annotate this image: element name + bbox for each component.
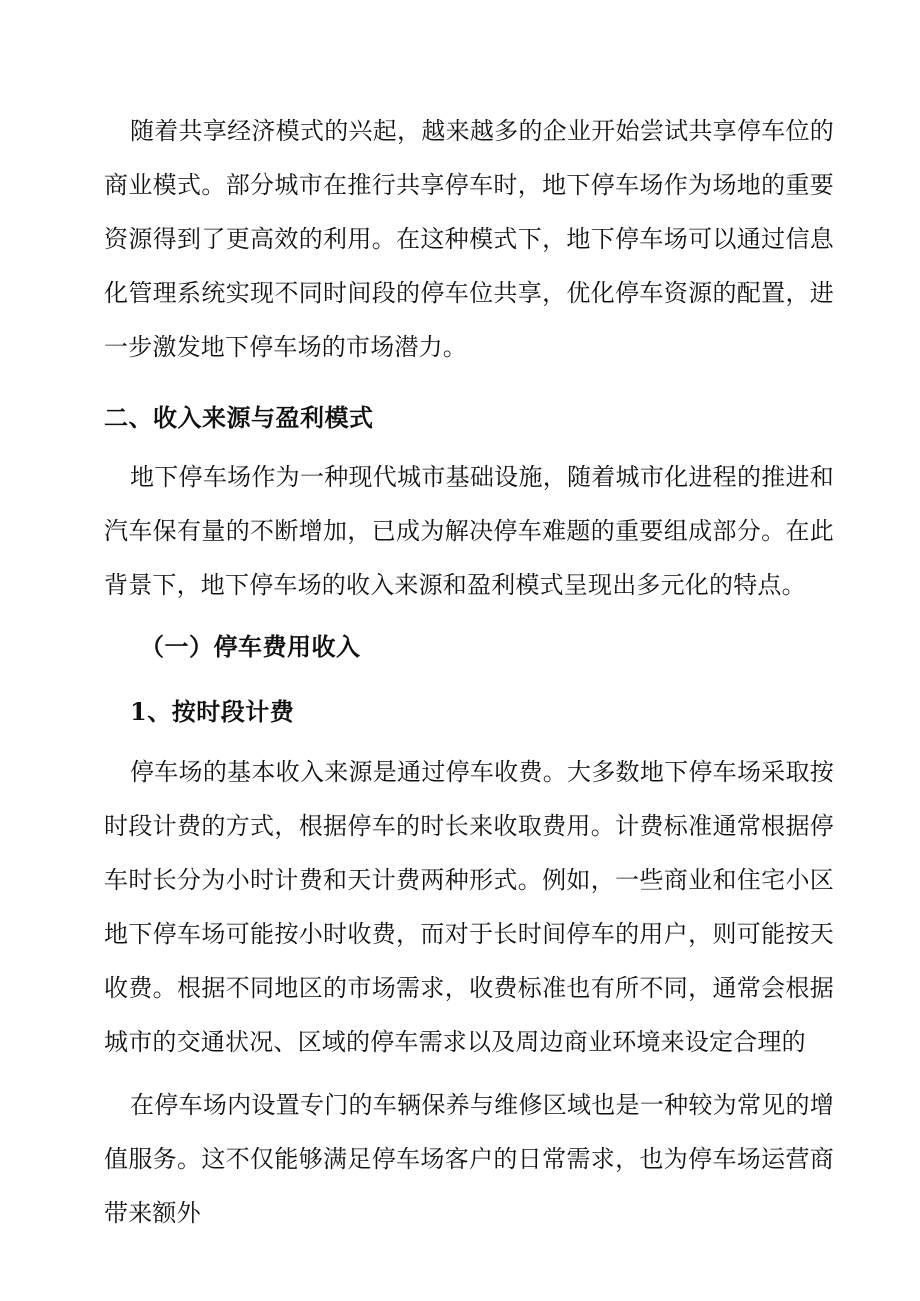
- subsection-heading-parking-fees: （一）停车费用收入: [140, 632, 361, 661]
- paragraph-shared-parking: 随着共享经济模式的兴起，越来越多的企业开始尝试共享停车位的商业模式。部分城市在推行共享停车时，地下停车场作为场地的重要资源得到了更高效的利用。在这种模式下，地下停车场可以通过信息化管理系统实现不同时间段的停车位共享，优化停车资源的配置，进一步激发地下停车场的市场潜力。: [104, 117, 834, 361]
- item-heading-time-based-billing: 1、按时段计费: [130, 697, 295, 726]
- paragraph-time-based-billing: 停车场的基本收入来源是通过停车收费。大多数地下停车场采取按时段计费的方式，根据停车的时长来收取费用。计费标准通常根据停车时长分为小时计费和天计费两种形式。例如，一些商业和住宅小区地下停车场可能按小时收费，而对于长时间停车的用户，则可能按天收费。根据不同地区的市场需求，收费标准也有所不同，通常会根据城市的交通状况、区域的停车需求以及周边商业环境来设定合理的: [104, 758, 834, 1056]
- section-heading-revenue-sources: 二、收入来源与盈利模式: [104, 404, 374, 432]
- paragraph-revenue-intro: 地下停车场作为一种现代城市基础设施，随着城市化进程的推进和汽车保有量的不断增加，已成为解决停车难题的重要组成部分。在此背景下，地下停车场的收入来源和盈利模式呈现出多元化的特点。: [104, 463, 834, 599]
- paragraph-maintenance-service: 在停车场内设置专门的车辆保养与维修区域也是一种较为常见的增值服务。这不仅能够满足停车场客户的日常需求，也为停车场运营商带来额外: [104, 1091, 834, 1227]
